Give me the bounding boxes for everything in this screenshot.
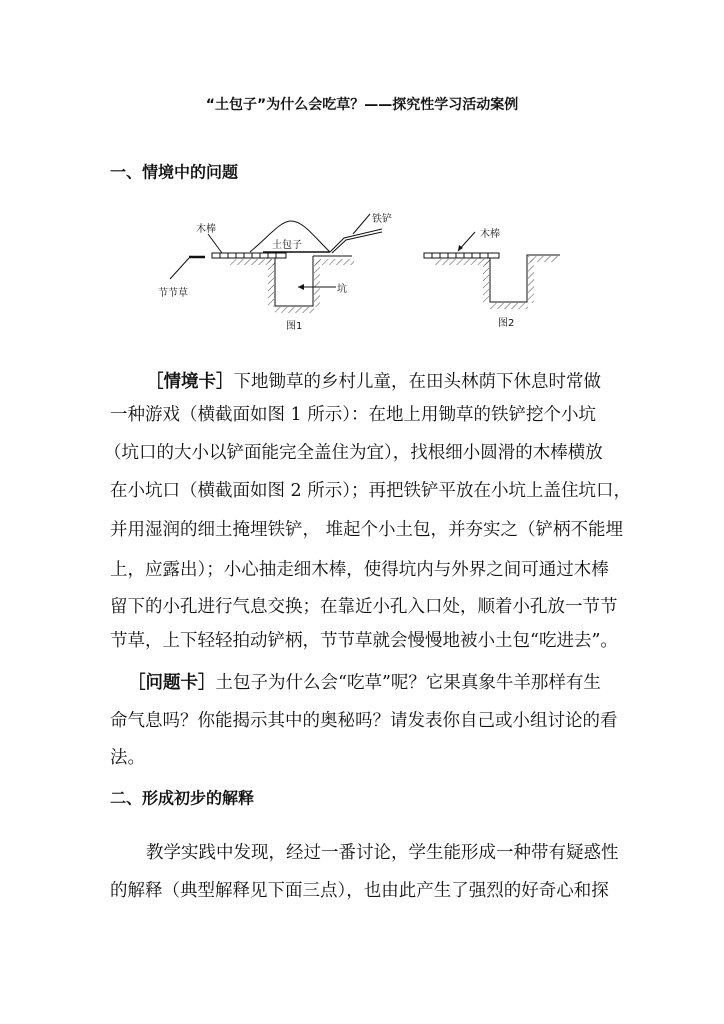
scenario-line: 留下的小孔进行气息交换；在靠近小孔入口处，顺着小孔放一节节: [110, 597, 618, 617]
label-stick: 木棒: [196, 224, 216, 235]
section-2-line: 的解释（典型解释见下面三点），也由此产生了强烈的好奇心和探: [110, 881, 609, 901]
scenario-line: （坑口的大小以铲面能完全盖住为宜），找根细小圆滑的木棒横放: [104, 443, 603, 463]
figure-pit-diagram: [0, 0, 724, 360]
scenario-line: 节草，上下轻轻拍动铲柄，节节草就会慢慢地被小土包“吃进去”。: [110, 631, 618, 651]
label-mound: 土包子: [272, 240, 302, 251]
label-grass: 节节草: [158, 288, 188, 299]
document-title: “土包子”为什么会吃草？——探究性学习活动案例: [205, 97, 519, 113]
scenario-paragraph-line: [146, 371, 601, 393]
scenario-line: 在小坑口（横截面如图 2 所示）；再把铁铲平放在小坑上盖住坑口，: [110, 481, 632, 501]
figure-2: [424, 227, 560, 329]
scenario-line: 一种游戏（横截面如图 1 所示）：在地上用锄草的铁铲挖个小坑: [110, 405, 597, 425]
label-shovel: 铁铲: [372, 214, 392, 225]
scenario-card-tag: ［情境卡］: [146, 372, 234, 392]
label-pit: 坑: [337, 284, 347, 295]
figure-1: [158, 212, 392, 332]
figure-2-caption: 图2: [498, 318, 515, 329]
label-stick-2: 木棒: [480, 229, 500, 240]
figure-1-caption: 图1: [286, 321, 303, 332]
scenario-text: 下地锄草的乡村儿童，在田头林荫下休息时常做: [233, 372, 601, 392]
question-paragraph-line: [128, 672, 601, 694]
question-line: 法。: [110, 748, 145, 768]
question-text: 土包子为什么会“吃草”呢？它果真象牛羊那样有生: [215, 673, 601, 693]
question-card-tag: ［问题卡］: [128, 673, 216, 693]
scenario-line: 上，应露出）；小心抽走细木棒，使得坑内与外界之间可通过木棒: [110, 560, 609, 580]
section-2-heading: 二、形成初步的解释: [110, 788, 255, 808]
scenario-line: 并用湿润的细土掩埋铁铲， 堆起个小土包，并夯实之（铲柄不能埋: [110, 520, 624, 540]
question-line: 命气息吗？你能揭示其中的奥秘吗？请发表你自己或小组讨论的看: [110, 711, 618, 731]
wooden-stick: [212, 253, 286, 258]
section-2-line: 教学实践中发现，经过一番讨论，学生能形成一种带有疑惑性: [146, 843, 619, 863]
section-1-heading: 一、情境中的问题: [110, 162, 239, 182]
